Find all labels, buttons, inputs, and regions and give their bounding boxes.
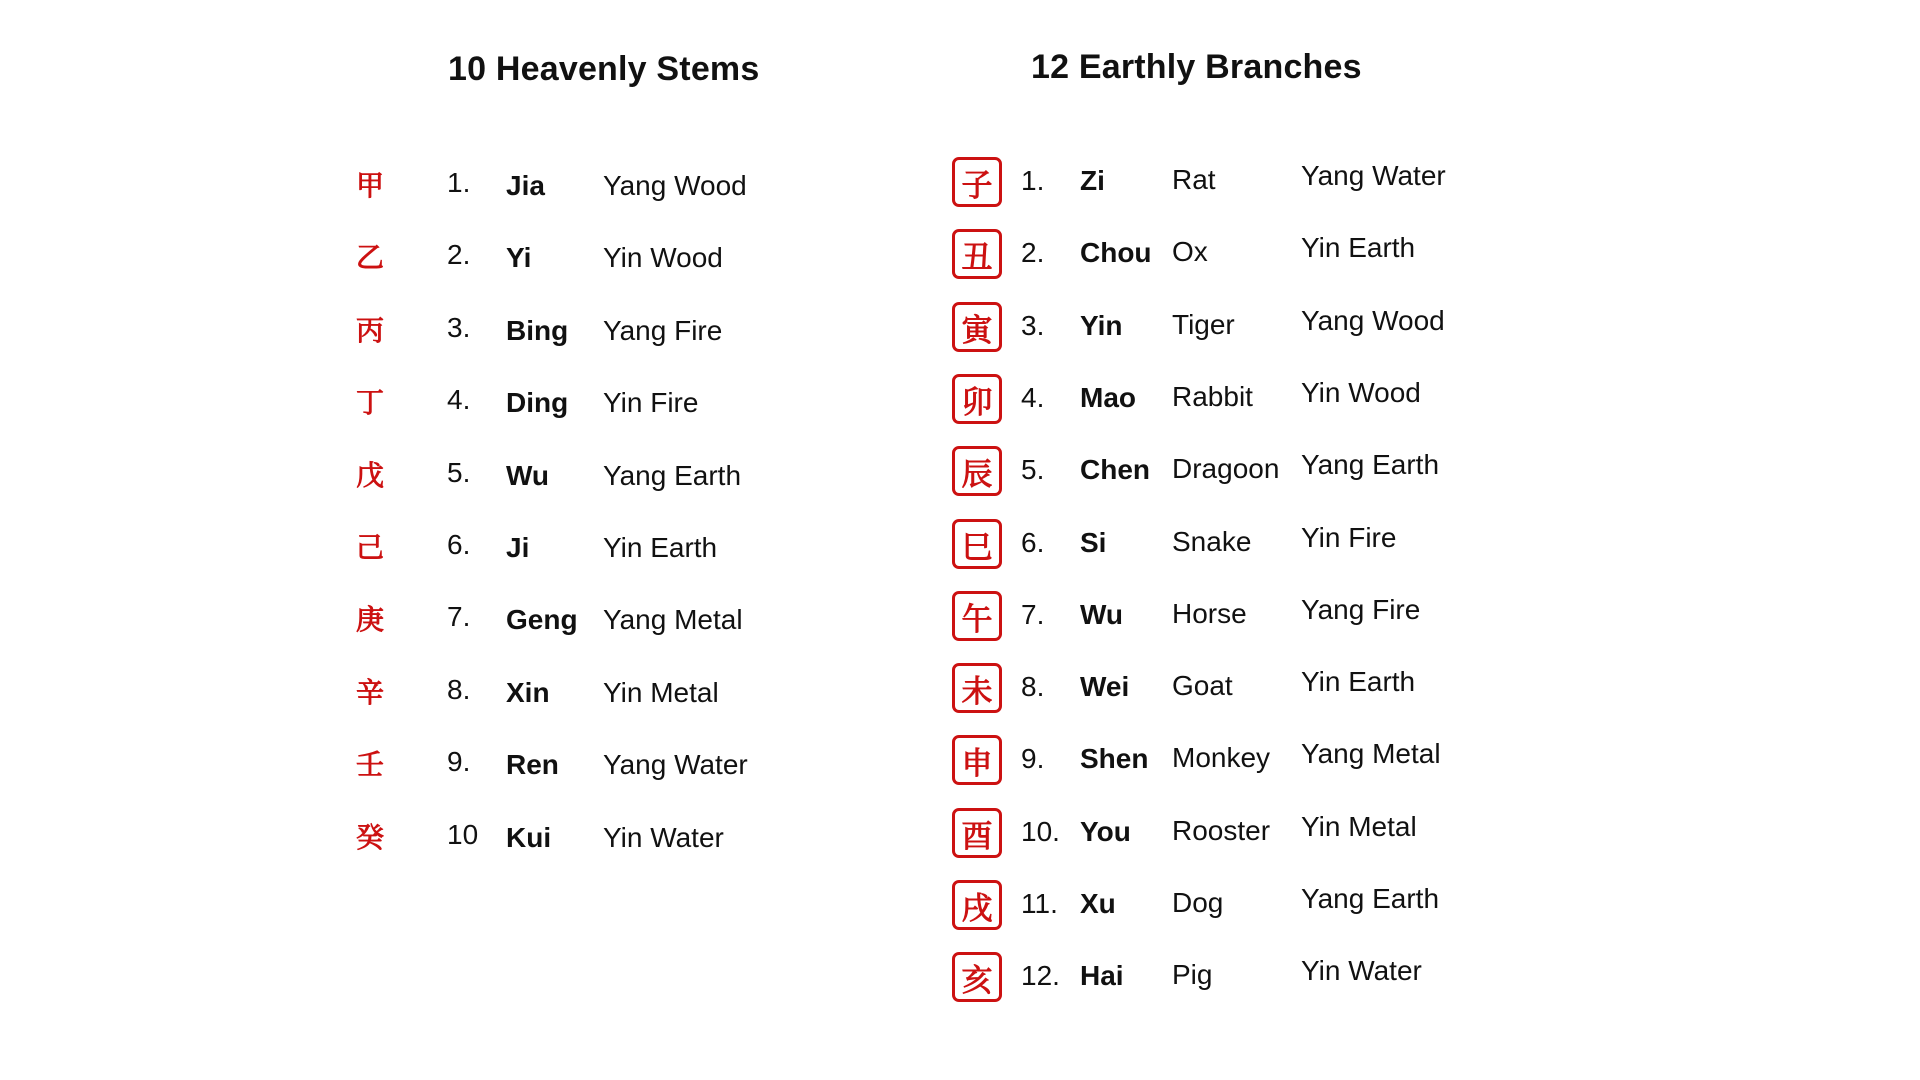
stem-character: 戊 [356, 459, 385, 492]
stem-name: Geng [506, 604, 578, 635]
branch-element: Yang Earth [1301, 449, 1440, 480]
stem-character: 乙 [356, 241, 385, 274]
branch-name: Mao [1080, 382, 1136, 413]
stem-element: Yin Water [603, 822, 724, 853]
branch-animal: Rabbit [1172, 381, 1253, 412]
stem-name: Ji [506, 532, 530, 563]
stem-number: 1. [447, 167, 471, 198]
stem-element: Yin Earth [603, 532, 718, 563]
stem-number: 2. [447, 239, 471, 270]
branch-element: Yang Wood [1301, 305, 1445, 336]
branch-name: Yin [1080, 310, 1123, 341]
branch-number: 1. [1021, 165, 1045, 196]
stem-element: Yin Metal [603, 677, 719, 708]
branch-number: 9. [1021, 743, 1045, 774]
branch-element: Yang Water [1301, 160, 1446, 191]
branch-element: Yang Earth [1301, 883, 1440, 914]
branch-animal: Dog [1172, 887, 1224, 918]
branch-name: Chou [1080, 237, 1152, 268]
branch-number: 4. [1021, 382, 1045, 413]
branch-animal: Tiger [1172, 309, 1235, 340]
branch-name: Wu [1080, 599, 1124, 630]
stem-element: Yin Wood [603, 242, 723, 273]
stem-number: 5. [447, 457, 471, 488]
stem-name: Bing [506, 315, 569, 346]
branch-animal: Monkey [1172, 742, 1271, 773]
stem-name: Kui [506, 822, 552, 853]
branch-number: 10. [1021, 816, 1060, 847]
stem-number: 6. [447, 529, 471, 560]
stem-character: 丙 [356, 314, 385, 347]
branch-number: 2. [1021, 237, 1045, 268]
branch-number: 11. [1021, 888, 1058, 919]
branch-name: Hai [1080, 960, 1124, 991]
stem-name: Ding [506, 387, 569, 418]
branch-animal: Horse [1172, 598, 1247, 629]
branch-element: Yang Fire [1301, 594, 1421, 625]
branch-number: 6. [1021, 527, 1045, 558]
stem-name: Xin [506, 677, 550, 708]
stem-character: 己 [356, 531, 385, 564]
branch-name: Zi [1080, 165, 1105, 196]
branch-name: Xu [1080, 888, 1116, 919]
branch-element: Yin Earth [1301, 666, 1416, 697]
branch-name: Chen [1080, 454, 1150, 485]
branch-animal: Dragoon [1172, 453, 1280, 484]
branch-animal: Ox [1172, 236, 1208, 267]
branch-element: Yin Water [1301, 955, 1422, 986]
branch-number: 3. [1021, 310, 1045, 341]
branch-animal: Snake [1172, 526, 1252, 557]
branch-seal-character: 申 [952, 735, 1002, 785]
branch-name: You [1080, 816, 1131, 847]
stem-number: 7. [447, 601, 471, 632]
stem-character: 癸 [356, 821, 385, 854]
branch-animal: Rooster [1172, 815, 1271, 846]
stem-number: 10 [447, 819, 479, 850]
branch-number: 7. [1021, 599, 1045, 630]
branch-animal: Rat [1172, 164, 1216, 195]
branches-title: 12 Earthly Branches [1031, 48, 1362, 86]
stem-character: 甲 [356, 169, 385, 202]
branch-seal-character: 辰 [952, 446, 1002, 496]
branch-element: Yin Metal [1301, 811, 1417, 842]
stem-number: 8. [447, 674, 471, 705]
branch-name: Shen [1080, 743, 1149, 774]
stem-name: Yi [506, 242, 532, 273]
stem-character: 壬 [356, 748, 385, 781]
stem-number: 9. [447, 746, 471, 777]
branch-seal-character: 丑 [952, 229, 1002, 279]
stem-number: 4. [447, 384, 471, 415]
branch-element: Yin Fire [1301, 522, 1397, 553]
branch-element: Yang Metal [1301, 738, 1441, 769]
branch-animal: Pig [1172, 959, 1213, 990]
branch-seal-character: 卯 [952, 374, 1002, 424]
branch-seal-character: 午 [952, 591, 1002, 641]
stem-element: Yang Fire [603, 315, 723, 346]
stem-element: Yin Fire [603, 387, 699, 418]
branch-seal-character: 巳 [952, 519, 1002, 569]
stem-character: 辛 [356, 676, 385, 709]
stem-number: 3. [447, 312, 471, 343]
branch-seal-character: 子 [952, 157, 1002, 207]
stem-element: Yang Wood [603, 170, 747, 201]
stem-element: Yang Earth [603, 460, 742, 491]
stem-character: 庚 [356, 603, 385, 636]
branch-seal-character: 寅 [952, 302, 1002, 352]
branch-seal-character: 酉 [952, 808, 1002, 858]
branch-animal: Goat [1172, 670, 1233, 701]
branch-element: Yin Earth [1301, 232, 1416, 263]
stem-name: Ren [506, 749, 559, 780]
stems-title: 10 Heavenly Stems [448, 50, 760, 88]
branch-number: 5. [1021, 454, 1045, 485]
stem-name: Jia [506, 170, 545, 201]
branch-seal-character: 戌 [952, 880, 1002, 930]
stem-character: 丁 [356, 386, 385, 419]
branch-number: 12. [1021, 960, 1060, 991]
stem-element: Yang Metal [603, 604, 743, 635]
stem-element: Yang Water [603, 749, 748, 780]
branch-element: Yin Wood [1301, 377, 1421, 408]
branch-name: Si [1080, 527, 1107, 558]
branch-name: Wei [1080, 671, 1130, 702]
branch-seal-character: 未 [952, 663, 1002, 713]
branch-number: 8. [1021, 671, 1045, 702]
branch-seal-character: 亥 [952, 952, 1002, 1002]
stem-name: Wu [506, 460, 550, 491]
